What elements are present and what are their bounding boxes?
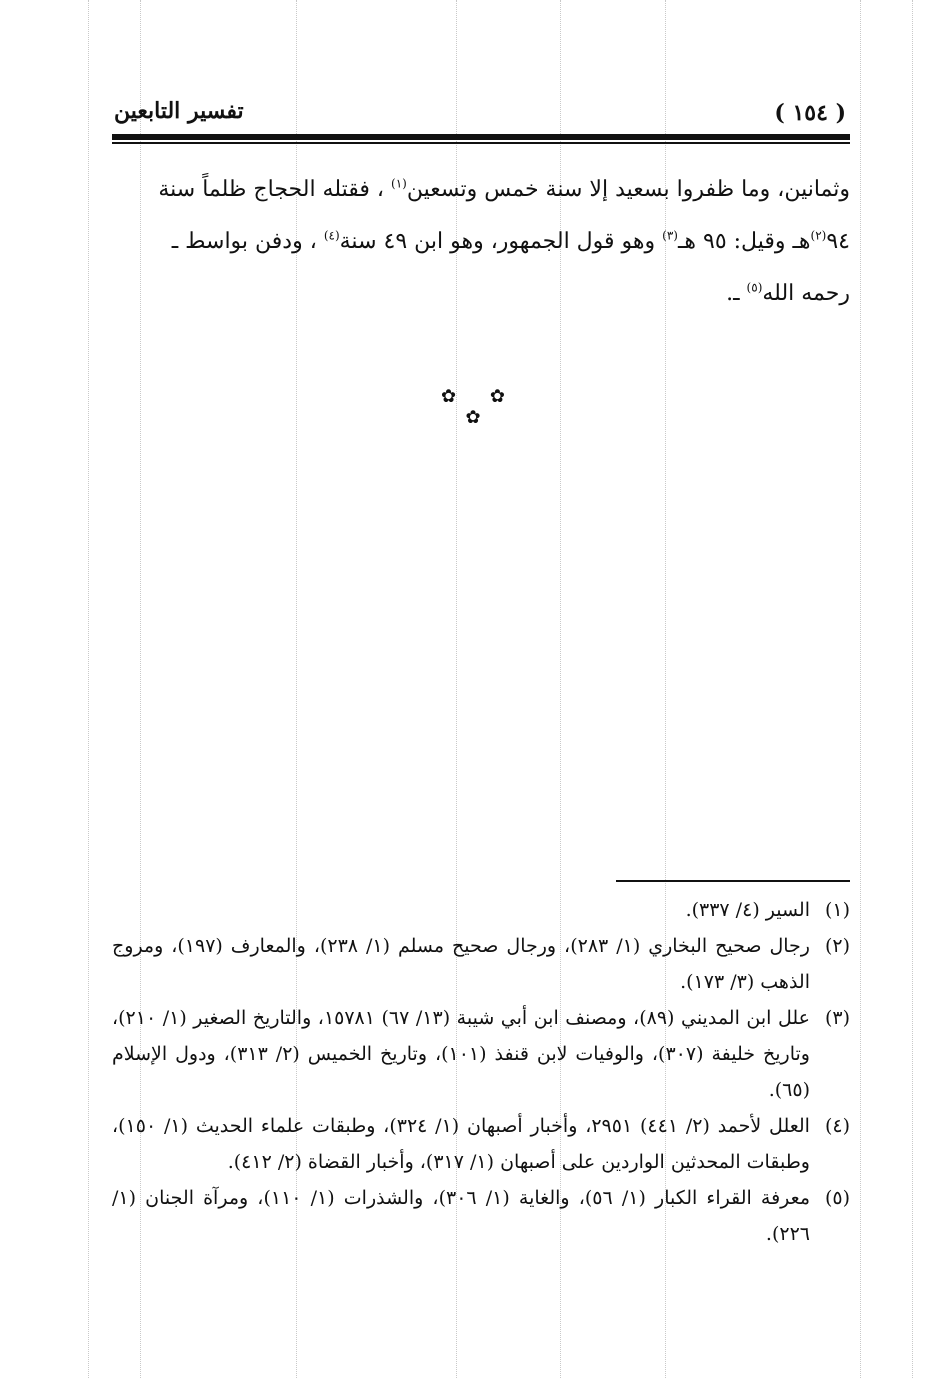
- footnote-ref: (٤): [323, 228, 340, 243]
- footnote-ref: (٢): [810, 228, 827, 243]
- footnote-ref: (٣): [662, 228, 678, 243]
- footnote-item: [112, 892, 850, 928]
- text-line-2: ٩٤$^{(٢)}$هـ وقيل: ٩٥ هـ$^{(٣)}$ وهو قول الجمهور، وهو ابن ٤٩ سنة$^{(٤)}$ ، ودفن بواسط ـ: [171, 228, 850, 254]
- text-line-3: رحمه الله$^{(٥)}$ ـ.: [726, 280, 850, 306]
- footnote-separator-rule: [616, 880, 850, 882]
- header-rule-thin: [112, 142, 850, 144]
- footnotes: [112, 892, 850, 1252]
- footnote-item: [112, 1108, 850, 1180]
- footnote-text: علل ابن المديني (٨٩)، ومصنف ابن أبي شيبة (١٣/ ٦٧) ١٥٧٨١، والتاريخ الصغير (١/ ٢١٠)، وتاريخ خليفة (٣٠٧)، والوفيات لابن قنفذ (١٠١)، وتاريخ الخميس (٢/ ٣١٣)، ودول الإسلام (٦٥).: [112, 1007, 810, 1101]
- footnote-number: (٤): [824, 1115, 850, 1137]
- header-rule-thick: [112, 134, 850, 140]
- dotted-guide-line: [912, 0, 913, 1378]
- main-text: [112, 164, 850, 320]
- footnote-ref: (١): [391, 176, 407, 191]
- text-line-1: وثمانين، وما ظفروا بسعيد إلا سنة خمس وتسعين$^{(١)}$ ، فقتله الحجاج ظلماً سنة: [158, 176, 850, 202]
- footnote-item: [112, 928, 850, 1000]
- footnote-item: [112, 1180, 850, 1252]
- footnote-text: رجال صحيح البخاري (١/ ٢٨٣)، ورجال صحيح مسلم (١/ ٢٣٨)، والمعارف (١٩٧)، ومروج الذهب (٣/ ١٧٣).: [112, 935, 810, 993]
- footnote-number: (٣): [824, 1007, 850, 1029]
- footnote-number: (٢): [824, 935, 850, 957]
- page-number: ( ١٥٤ ): [774, 100, 846, 126]
- footnote-text: العلل لأحمد (٢/ ٤٤١) ٢٩٥١، وأخبار أصبهان (١/ ٣٢٤)، وطبقات علماء الحديث (١/ ١٥٠)، وطبقات المحدثين الواردين على أصبهان (١/ ٣١٧)، وأخبار القضاة (٢/ ٤١٢).: [112, 1115, 810, 1173]
- running-header: [112, 96, 850, 136]
- dotted-guide-line: [88, 0, 89, 1378]
- footnote-number: (١): [824, 899, 850, 921]
- section-separator-flowers: ✿ ✿ ✿: [441, 386, 519, 428]
- footnote-text: السير (٤/ ٣٣٧).: [685, 899, 810, 921]
- footnote-ref: (٥): [746, 280, 763, 295]
- footnote-item: [112, 1000, 850, 1108]
- book-title: تفسير التابعين: [114, 98, 244, 124]
- footnote-text: معرفة القراء الكبار (١/ ٥٦)، والغاية (١/ ٣٠٦)، والشذرات (١/ ١١٠)، ومرآة الجنان (١/ ٢٢٦).: [112, 1187, 811, 1245]
- footnote-number: (٥): [824, 1187, 850, 1209]
- dotted-guide-line: [860, 0, 861, 1378]
